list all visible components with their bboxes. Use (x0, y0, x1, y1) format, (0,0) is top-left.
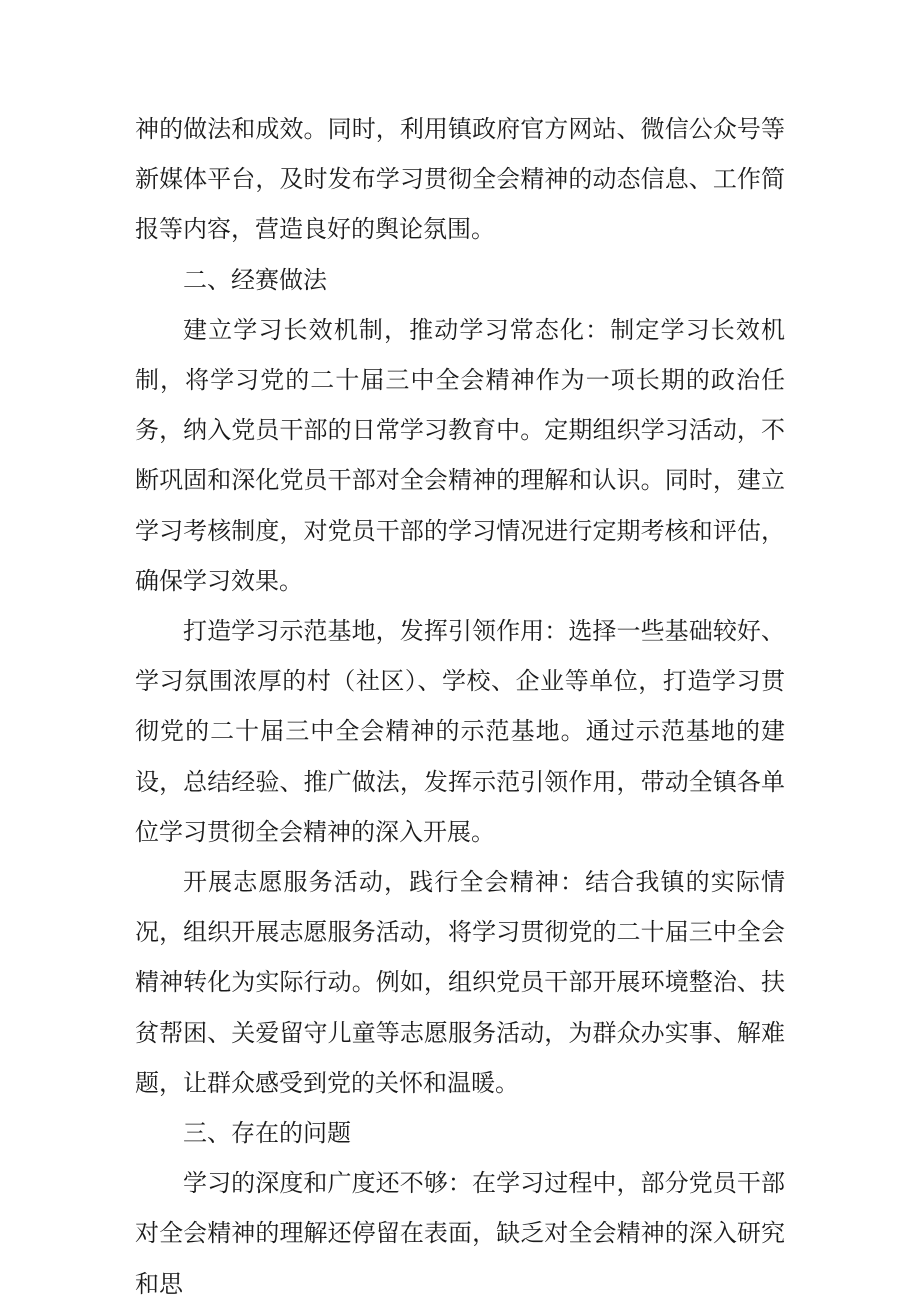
paragraph-volunteer-service: 开展志愿服务活动，践行全会精神：结合我镇的实际情况，组织开展志愿服务活动，将学习贯彻党的二十届三中全会精神转化为实际行动。例如，组织党员干部开展环境整治、扶贫帮困、关爱留守儿童等志愿服务活动，为群众办实事、解难题，让群众感受到党的关怀和温暖。 (135, 868, 785, 1097)
section-heading-experience: 二、经赛做法 (183, 265, 327, 294)
paragraph-continuation: 神的做法和成效。同时，利用镇政府官方网站、微信公众号等新媒体平台，及时发布学习贯彻全会精神的动态信息、工作简报等内容，营造良好的舆论氛围。 (135, 115, 785, 244)
paragraph-demonstration-base: 打造学习示范基地，发挥引领作用：选择一些基础较好、学习氛围浓厚的村（社区）、学校、企业等单位，打造学习贯彻党的二十届三中全会精神的示范基地。通过示范基地的建设，总结经验、推广做法，发挥示范引领作用，带动全镇各单位学习贯彻全会精神的深入开展。 (135, 617, 785, 846)
paragraph-learning-depth: 学习的深度和广度还不够：在学习过程中，部分党员干部对全会精神的理解还停留在表面，缺乏对全会精神的深入研究和思 (135, 1169, 785, 1298)
document-body (135, 104, 785, 1309)
section-heading-problems: 三、存在的问题 (183, 1119, 351, 1148)
paragraph-long-term-mechanism: 建立学习长效机制，推动学习常态化：制定学习长效机制，将学习党的二十届三中全会精神作为一项长期的政治任务，纳入党员干部的日常学习教育中。定期组织学习活动，不断巩固和深化党员干部对全会精神的理解和认识。同时，建立学习考核制度，对党员干部的学习情况进行定期考核和评估，确保学习效果。 (135, 315, 785, 595)
